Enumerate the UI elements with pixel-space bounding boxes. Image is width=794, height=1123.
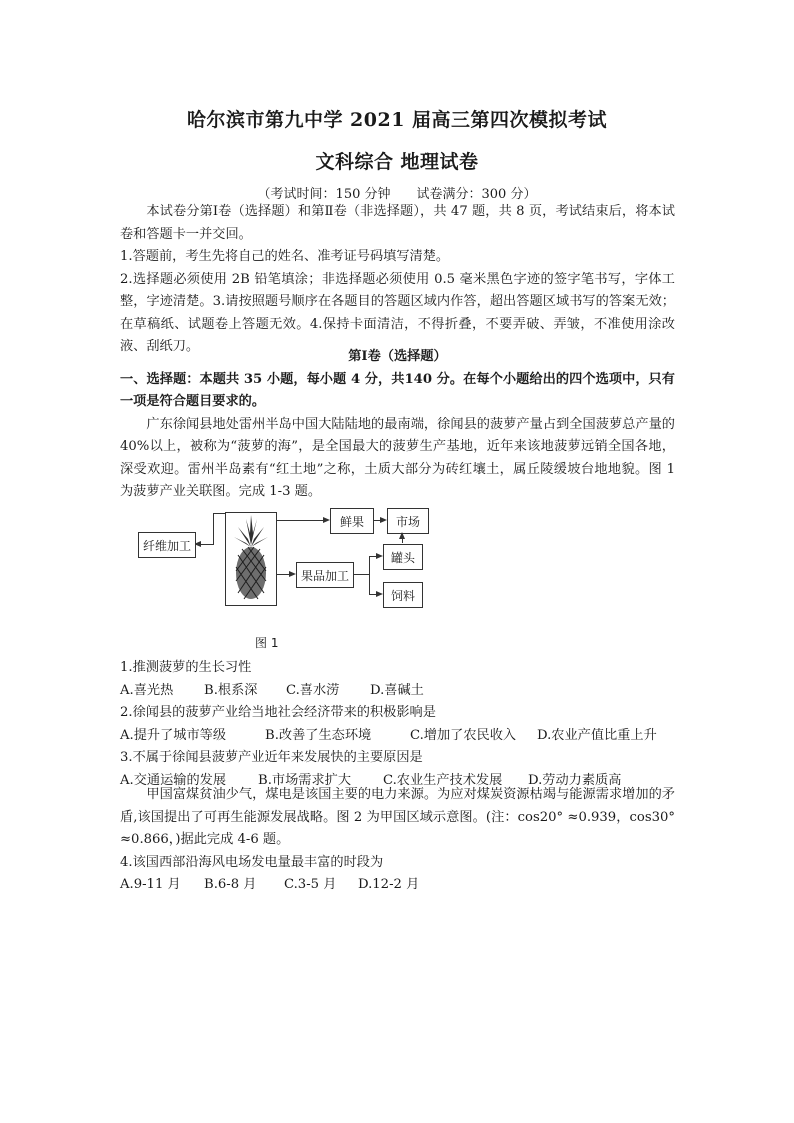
connector-line bbox=[276, 574, 290, 575]
question-2-options bbox=[120, 725, 675, 748]
connector-line bbox=[369, 556, 370, 594]
questions-1-3 bbox=[120, 657, 675, 792]
option: C.增加了农民收入 bbox=[410, 727, 517, 743]
question-1-options bbox=[120, 680, 675, 703]
connector-line bbox=[213, 513, 214, 545]
fiber-processing-box: 纤维加工 bbox=[138, 532, 196, 558]
passage-1: 广东徐闻县地处雷州半岛中国大陆陆地的最南端，徐闻县的菠萝产量占到全国菠萝总产量的 40%以上，被称为“菠萝的海”，是全国最大的菠萝生产基地，近年来该地菠萝远销全国各地，深受欢迎。雷州半岛素有“红土地”之称，土质大部分为砖红壤土，属丘陵缓坡台地地貌。图 1 为菠萝产业关联图。完成 1-3 题。 bbox=[120, 416, 675, 499]
section-instruction: 一、选择题：本题共 35 小题，每小题 4 分，共140 分。在每个小题给出的四个选项中，只有一项是符合题目要求的。 bbox=[120, 371, 675, 409]
passage-2-block bbox=[120, 784, 675, 897]
pineapple-industry-diagram bbox=[130, 500, 430, 612]
pineapple-image bbox=[225, 512, 277, 606]
instructions-rule-2: 2.选择题必须使用 2B 铅笔填涂；非选择题必须使用 0.5 毫米黑色字迹的签字笔书写，字体工整，字迹清楚。3.请按照题号顺序在各题目的答题区域内作答，超出答题区域书写的答案无效；在草稿纸、试题卷上答题无效。4.保持卡面清洁，不得折叠，不要弄破、弄皱，不准使用涂改液、刮纸刀。 bbox=[120, 271, 675, 354]
option: D.农业产值比重上升 bbox=[537, 727, 657, 743]
arrow-to-market bbox=[380, 517, 387, 523]
option: B.根系深 bbox=[204, 682, 258, 698]
question-2-stem: 2.徐闻县的菠萝产业给当地社会经济带来的积极影响是 bbox=[120, 705, 436, 720]
option: A.9-11 月 bbox=[120, 877, 181, 892]
option: A.喜光热 bbox=[120, 682, 174, 698]
question-1-stem: 1.推测菠萝的生长习性 bbox=[120, 660, 252, 675]
option: D.喜碱土 bbox=[370, 682, 424, 698]
question-3-stem: 3.不属于徐闻县菠萝产业近年来发展快的主要原因是 bbox=[120, 750, 423, 765]
instructions bbox=[120, 201, 675, 359]
section-heading: 第Ⅰ卷（选择题） bbox=[348, 349, 447, 364]
arrow-to-market-up bbox=[399, 532, 405, 539]
fruit-processing-box: 果品加工 bbox=[296, 562, 354, 588]
instructions-intro: 本试卷分第Ⅰ卷（选择题）和第Ⅱ卷（非选择题），共 47 题，共 8 页，考试结束后，将本试卷和答题卡一并交回。 bbox=[120, 204, 675, 242]
option: B.改善了生态环境 bbox=[265, 727, 372, 743]
option: B.6-8 月 bbox=[204, 877, 257, 892]
question-4-stem: 4.该国西部沿海风电场发电量最丰富的时段为 bbox=[120, 854, 384, 870]
option: C.喜水涝 bbox=[286, 682, 340, 698]
option: C.农业生产技术发展 bbox=[383, 772, 503, 788]
option: D.12-2 月 bbox=[358, 877, 420, 892]
option: D.劳动力素质高 bbox=[528, 772, 622, 788]
passage-2: 甲国富煤贫油少气，煤电是该国主要的电力来源。为应对煤炭资源枯竭与能源需求增加的矛盾,该国提出了可再生能源发展战略。图 2 为甲国区域示意图。(注：cos20° ≈0.939，cos30° ≈0.866，)据此完成 4-6 题。 bbox=[120, 787, 675, 847]
option: C.3-5 月 bbox=[284, 877, 337, 892]
arrow-to-processing bbox=[289, 571, 296, 577]
connector-line bbox=[213, 513, 225, 514]
market-box: 市场 bbox=[387, 508, 429, 534]
section-one bbox=[120, 346, 675, 504]
instructions-rule-1: 1.答题前，考生先将自己的姓名、准考证号码填写清楚。 bbox=[120, 249, 450, 264]
connector-line bbox=[276, 520, 324, 521]
canned-fruit-box: 罐头 bbox=[383, 544, 423, 570]
option: A.提升了城市等级 bbox=[120, 727, 227, 743]
arrow-to-fresh bbox=[323, 517, 330, 523]
feed-box: 饲料 bbox=[383, 582, 423, 608]
figure-1-caption: 图 1 bbox=[255, 636, 279, 650]
option: B.市场需求扩大 bbox=[258, 772, 352, 788]
arrow-to-can bbox=[376, 553, 383, 559]
fresh-fruit-box: 鲜果 bbox=[330, 508, 374, 534]
question-4-options bbox=[120, 874, 675, 897]
exam-subtitle: 文科综合 地理试卷 bbox=[315, 151, 479, 173]
exam-title: 哈尔滨市第九中学 2021 届高三第四次模拟考试 bbox=[186, 109, 608, 131]
exam-info: （考试时间：150 分钟 试卷满分：300 分） bbox=[257, 187, 537, 202]
connector-line bbox=[353, 574, 369, 575]
option: A.交通运输的发展 bbox=[120, 772, 227, 788]
arrow-to-feed bbox=[376, 591, 383, 597]
